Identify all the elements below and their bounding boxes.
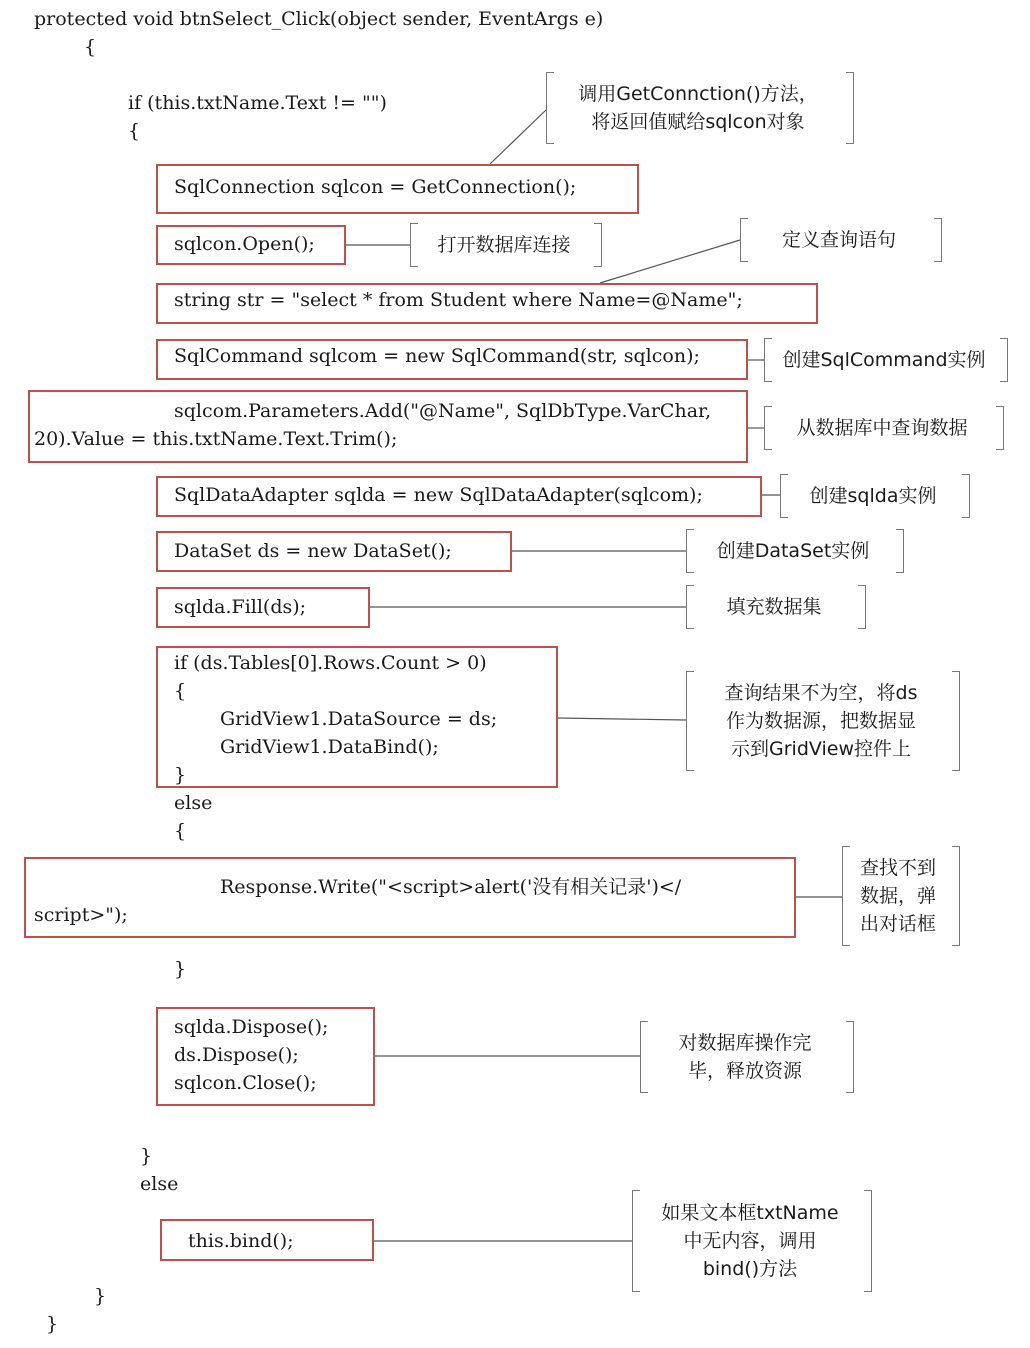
code-brace-if-close: } bbox=[174, 764, 187, 786]
bracket-right-adapter bbox=[962, 474, 970, 518]
note-bind: 如果文本框txtName 中无内容，调用 bind()方法 bbox=[661, 1202, 839, 1280]
code-dispose-1: sqlda.Dispose(); bbox=[174, 1016, 329, 1038]
note-fill: 填充数据集 bbox=[726, 596, 822, 618]
code-brace-else-open: { bbox=[174, 820, 187, 842]
code-signature: protected void btnSelect_Click(object sender, EventArgs e) bbox=[34, 8, 604, 30]
code-grid-source: GridView1.DataSource = ds; bbox=[220, 708, 498, 730]
code-brace-open-2: { bbox=[128, 120, 141, 142]
bracket-right-params bbox=[996, 406, 1004, 450]
bracket-right-dataset bbox=[896, 529, 904, 573]
code-if-rows: if (ds.Tables[0].Rows.Count > 0) bbox=[174, 652, 487, 674]
bracket-right-conn bbox=[846, 72, 854, 144]
code-dispose-2: ds.Dispose(); bbox=[174, 1044, 299, 1066]
connector-if-rows bbox=[558, 718, 686, 720]
connector-str bbox=[600, 240, 740, 283]
bracket-right-bind bbox=[864, 1190, 872, 1292]
note-dispose: 对数据库操作完 毕，释放资源 bbox=[678, 1032, 812, 1082]
code-if-name: if (this.txtName.Text != "") bbox=[128, 92, 387, 114]
code-brace-close-2: } bbox=[140, 1145, 153, 1167]
code-response-1: Response.Write("<script>alert('没有相关记录')</ bbox=[220, 876, 682, 898]
note-open: 打开数据库连接 bbox=[437, 234, 571, 256]
connector-conn bbox=[490, 110, 546, 164]
bracket-right-dispose bbox=[846, 1021, 854, 1093]
note-params: 从数据库中查询数据 bbox=[796, 417, 968, 439]
note-response: 查找不到 数据，弹 出对话框 bbox=[859, 857, 936, 935]
bracket-right-response bbox=[952, 846, 960, 946]
code-str: string str = "select * from Student where Name=@Name"; bbox=[174, 289, 743, 311]
code-brace-close-4: } bbox=[46, 1313, 59, 1335]
code-grid-bind: GridView1.DataBind(); bbox=[220, 736, 439, 758]
code-response-2: script>"); bbox=[34, 904, 128, 926]
bracket-right-fill bbox=[858, 585, 866, 629]
code-brace-if-open: { bbox=[174, 680, 187, 702]
code-params-1: sqlcom.Parameters.Add("@Name", SqlDbType.VarChar, bbox=[174, 400, 712, 422]
code-command: SqlCommand sqlcom = new SqlCommand(str, sqlcon); bbox=[174, 345, 700, 367]
code-bind: this.bind(); bbox=[188, 1230, 294, 1252]
bracket-right-str bbox=[934, 218, 942, 262]
code-adapter: SqlDataAdapter sqlda = new SqlDataAdapter(sqlcom); bbox=[174, 484, 703, 506]
bracket-right-open bbox=[594, 223, 602, 267]
code-conn: SqlConnection sqlcon = GetConnection(); bbox=[174, 176, 577, 198]
note-adapter: 创建sqlda实例 bbox=[809, 485, 937, 507]
note-dataset: 创建DataSet实例 bbox=[716, 540, 870, 562]
note-if-rows: 查询结果不为空，将ds 作为数据源，把数据显 示到GridView控件上 bbox=[724, 682, 918, 760]
code-brace-else-close: } bbox=[174, 958, 187, 980]
note-command: 创建SqlCommand实例 bbox=[782, 349, 986, 371]
code-fill: sqlda.Fill(ds); bbox=[174, 596, 307, 618]
code-else-2: else bbox=[140, 1173, 179, 1195]
code-params-2: 20).Value = this.txtName.Text.Trim(); bbox=[34, 428, 398, 450]
bracket-right-if-rows bbox=[952, 671, 960, 771]
code-open: sqlcon.Open(); bbox=[174, 233, 315, 255]
code-dataset: DataSet ds = new DataSet(); bbox=[174, 540, 452, 562]
note-str: 定义查询语句 bbox=[781, 229, 896, 251]
code-brace-close-3: } bbox=[94, 1285, 107, 1307]
bracket-right-command bbox=[1000, 338, 1008, 382]
code-brace-open-1: { bbox=[84, 36, 97, 58]
code-else-1: else bbox=[174, 792, 213, 814]
code-dispose-3: sqlcon.Close(); bbox=[174, 1072, 317, 1094]
note-conn: 调用GetConnction()方法， 将返回值赋给sqlcon对象 bbox=[578, 83, 818, 133]
